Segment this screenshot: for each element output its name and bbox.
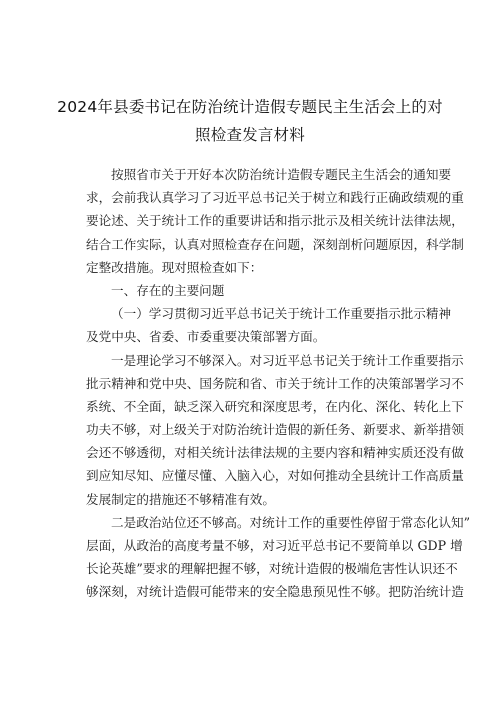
body-line: 批示精神和党中央、国务院和省、市关于统计工作的决策部署学习不 xyxy=(86,375,464,391)
body-line: 够深刻，对统计造假可能带来的安全隐患预见性不够。把防治统计造 xyxy=(86,584,464,600)
body-line: 长论英雄”要求的理解把握不够，对统计造假的极端危害性认识还不 xyxy=(86,561,458,577)
body-line: 定整改措施。现对照检查如下： xyxy=(86,259,263,275)
body-line: 功夫不够，对上级关于对防治统计造假的新任务、新要求、新举措领 xyxy=(86,422,464,438)
subsection-heading: （一）学习贯彻习近平总书记关于统计工作重要指示批示精神 xyxy=(111,306,452,322)
body-line: 要论述、关于统计工作的重要讲话和指示批示及相关统计法律法规， xyxy=(86,213,464,229)
body-line: 一是理论学习不够深入。对习近平总书记关于统计工作重要指示 xyxy=(111,352,464,368)
body-line: 结合工作实际，认真对照检查存在问题，深刻剖析问题原因，科学制 xyxy=(86,236,464,252)
body-line: 层面，从政治的高度考量不够，对习近平总书记不要简单以 GDP 增 xyxy=(86,538,463,553)
document-body xyxy=(86,163,471,604)
body-line: 及党中央、省委、市委重要决策部署方面。 xyxy=(86,329,326,345)
body-line: 会还不够透彻，对相关统计法律法规的主要内容和精神实质还没有做 xyxy=(86,445,464,461)
body-line: 求，会前我认真学习了习近平总书记关于树立和践行正确政绩观的重 xyxy=(86,190,464,206)
body-line: 发展制定的措施还不够精准有效。 xyxy=(86,491,275,507)
document-title-line-2: 照检查发言材料 xyxy=(195,126,305,144)
section-heading: 一、存在的主要问题 xyxy=(111,282,225,298)
document-title-line-1: 2024年县委书记在防治统计造假专题民主生活会上的对 xyxy=(57,98,443,116)
body-line: 二是政治站位还不够高。对统计工作的重要性停留于常态化认知” xyxy=(111,514,471,530)
body-line: 按照省市关于开好本次防治统计造假专题民主生活会的通知要 xyxy=(111,167,452,182)
body-line: 系统、不全面，缺乏深入研究和深度思考，在内化、深化、转化上下 xyxy=(86,398,464,414)
body-line: 到应知尽知、应懂尽懂、入脑入心，对如何推动全县统计工作高质量 xyxy=(86,468,464,484)
